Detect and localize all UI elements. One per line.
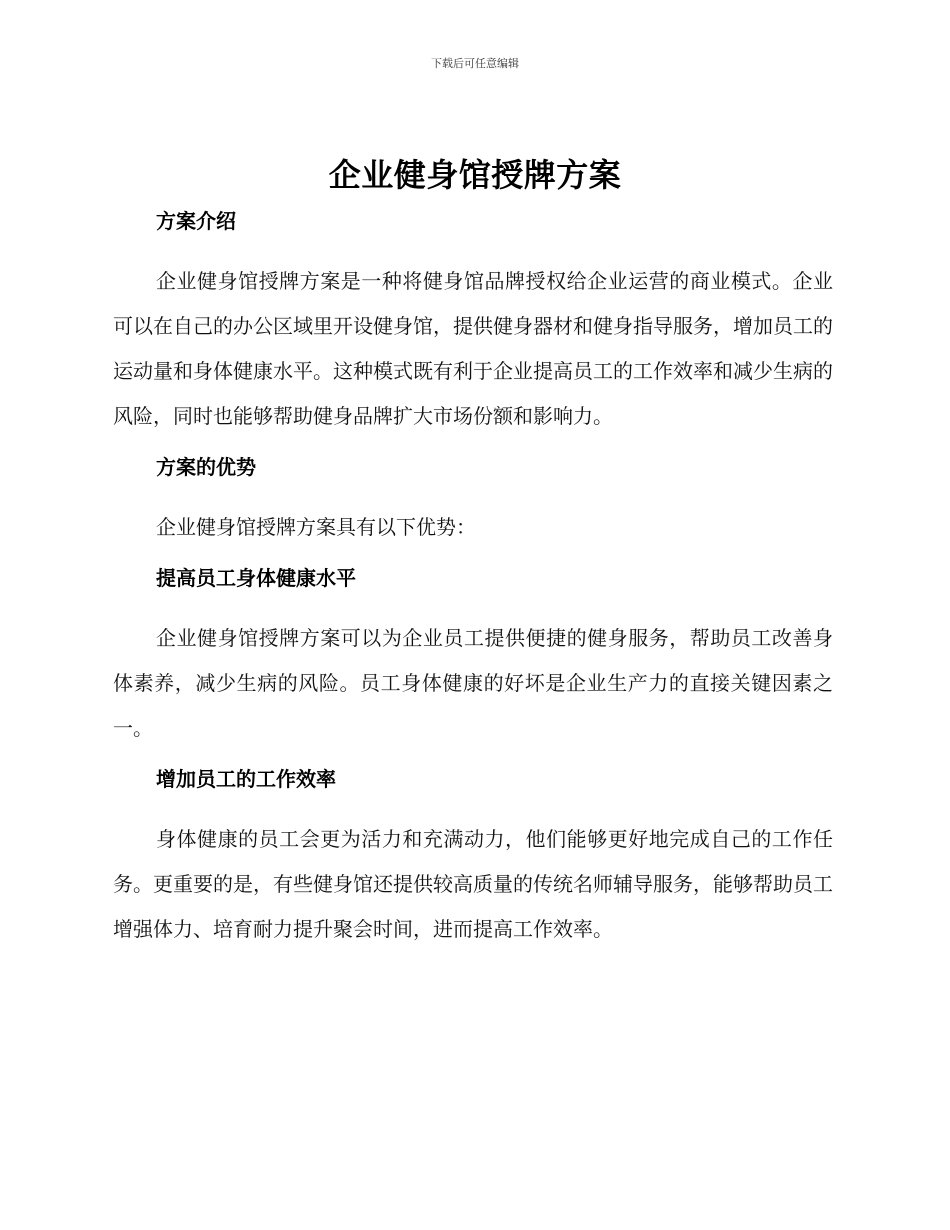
section-heading-advantages: 方案的优势 <box>156 455 256 479</box>
section-heading-health: 提高员工身体健康水平 <box>156 566 356 590</box>
document-body <box>113 205 833 952</box>
section-paragraph-advantages: 企业健身馆授牌方案具有以下优势： <box>156 515 476 539</box>
section-heading-efficiency: 增加员工的工作效率 <box>156 767 336 791</box>
header-note: 下载后可任意编辑 <box>431 57 519 70</box>
section-paragraph-intro: 企业健身馆授牌方案是一种将健身馆品牌授权给企业运营的商业模式。企业可以在自己的办公区域里开设健身馆，提供健身器材和健身指导服务，增加员工的运动量和身体健康水平。这种模式既有利于企业提高员工的工作效率和减少生病的风险，同时也能够帮助健身品牌扩大市场份额和影响力。 <box>113 269 833 428</box>
document-title: 企业健身馆授牌方案 <box>328 156 622 194</box>
section-heading-intro: 方案介绍 <box>156 209 236 233</box>
section-paragraph-efficiency: 身体健康的员工会更为活力和充满动力，他们能够更好地完成自己的工作任务。更重要的是，有些健身馆还提供较高质量的传统名师辅导服务，能够帮助员工增强体力、培育耐力提升聚会时间，进而提高工作效率。 <box>113 827 833 941</box>
section-paragraph-health: 企业健身馆授牌方案可以为企业员工提供便捷的健身服务，帮助员工改善身体素养，减少生病的风险。员工身体健康的好坏是企业生产力的直接关键因素之一。 <box>113 626 833 740</box>
